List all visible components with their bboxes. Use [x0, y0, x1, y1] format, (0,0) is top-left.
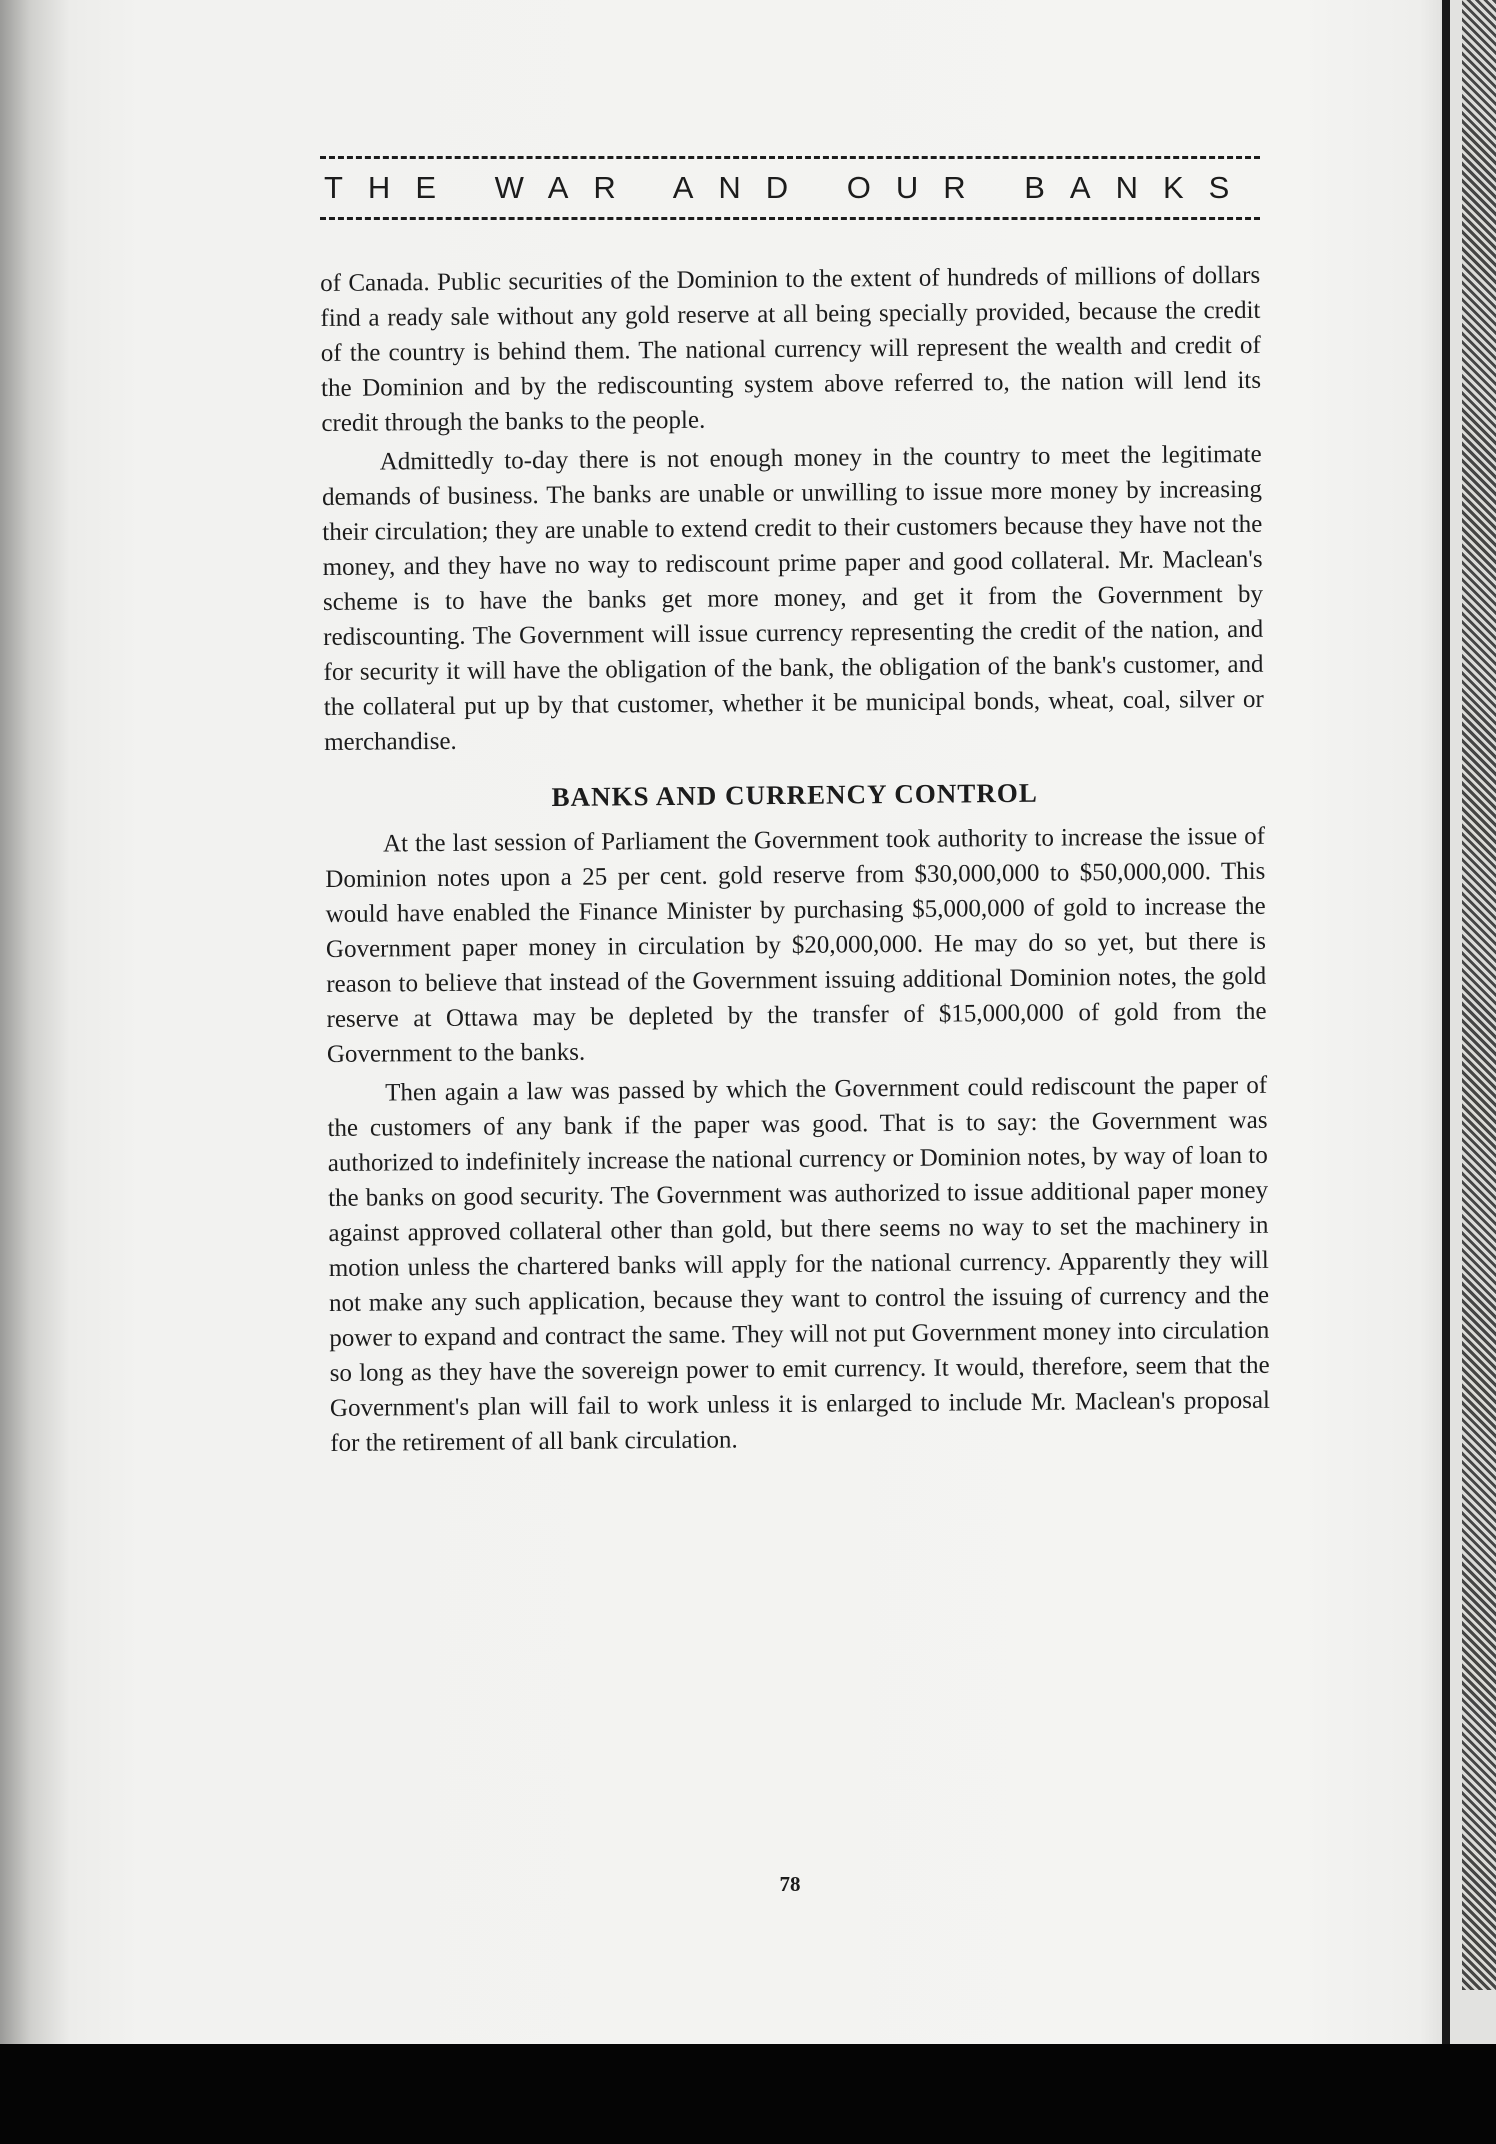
- paragraph-3: At the last session of Parliament the Government took authority to increase the issue of Dominion notes upon a 25 per cent. gold reserve from $30,000,000 to $50,000,000. This would have enabled the Finance Minister by purchasing $5,000,000 of gold to increase the Government paper money in circulation by $20,000,000. He may do so yet, but there is reason to believe that instead of the Government issuing additional Dominion notes, the gold reserve at Ottawa may be depleted by the transfer of $15,000,000 of gold from the Government to the banks.: [325, 822, 1267, 1068]
- scan-bottom-border: [0, 2044, 1496, 2144]
- running-head: THE WAR AND OUR BANKS: [324, 170, 1255, 205]
- page-edge-shadow: [1442, 0, 1450, 2044]
- paragraph-4: Then again a law was passed by which the Government could rediscount the paper of the customers of any bank if the paper was good. That is to say: the Government was authorized to indefinitely increase the national currency or Dominion notes, by way of loan to the banks on good security. The Government was authorized to issue additional paper money against approved collateral other than gold, but there seems no way to set the machinery in motion unless the chartered banks will apply for the national currency. Apparently they will not make any such application, because they want to control the issuing of currency and the power to expand and contract the same. They will not put Government money into circulation so long as they have the sovereign power to emit currency. It would, therefore, seem that the Government's plan will fail to work unless it is enlarged to include Mr. Maclean's proposal for the retirement of all bank circulation.: [327, 1071, 1271, 1457]
- adjacent-page-edge: [1462, 0, 1496, 1990]
- paragraph-1: of Canada. Public securities of the Dominion to the extent of hundreds of millions of dollars find a ready sale without any gold reserve at all being specially provided, because the credit of the country is behind them. The national currency will represent the wealth and credit of the Dominion and by the rediscounting system above referred to, the nation will lend its credit through the banks to the people.: [320, 261, 1262, 437]
- header-rule-bottom: [320, 217, 1260, 220]
- page-number: 78: [779, 1872, 801, 1896]
- body-text: [320, 258, 1270, 1461]
- section-heading: BANKS AND CURRENCY CONTROL: [551, 777, 1038, 812]
- paragraph-2: Admittedly to-day there is not enough money in the country to meet the legitimate demands of business. The banks are unable or unwilling to issue more money by increasing their circulation; they are unable to extend credit to their customers because they have not the money, and they have no way to rediscount prime paper and good collateral. Mr. Maclean's scheme is to have the banks get more money, and get it from the Government by rediscounting. The Government will issue currency representing the credit of the nation, and for security it will have the obligation of the bank, the obligation of the bank's customer, and the collateral put up by that customer, whether it be municipal bonds, wheat, coal, silver or merchandise.: [321, 440, 1264, 756]
- book-page: [320, 150, 1271, 1896]
